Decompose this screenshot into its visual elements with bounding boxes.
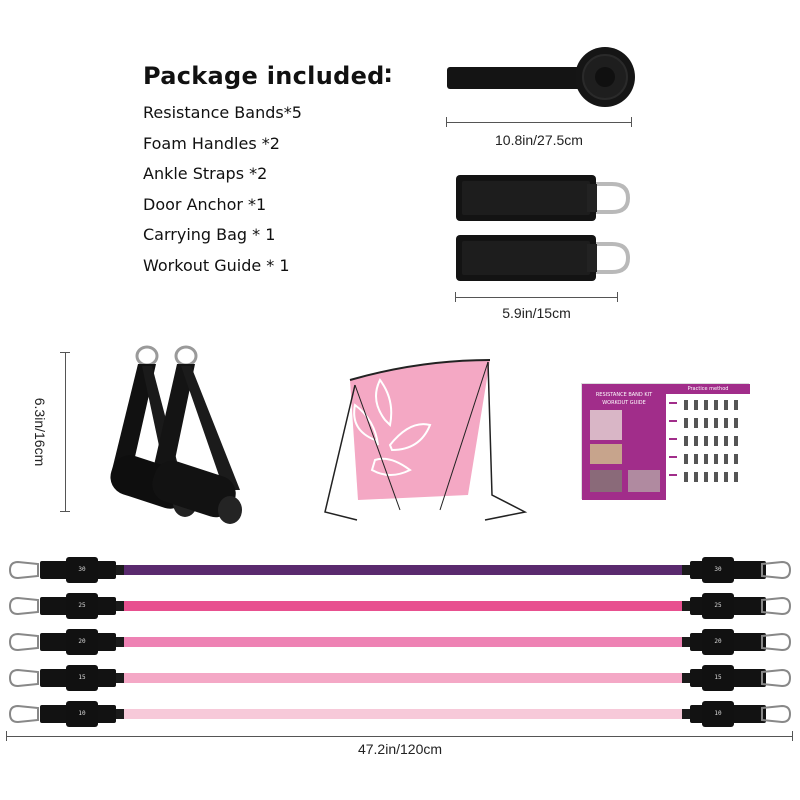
band-tube (120, 709, 686, 719)
carabiner-icon (2, 622, 42, 662)
list-item: Foam Handles *2 (143, 133, 280, 153)
band-tube (120, 673, 686, 683)
resistance-band (0, 622, 800, 662)
guide-photo (590, 410, 622, 440)
list-item: Workout Guide * 1 (143, 255, 290, 275)
band-level-tag: 20 (66, 629, 98, 655)
band-level-tag: 15 (702, 665, 734, 691)
resistance-band (0, 694, 800, 734)
resistance-band (0, 550, 800, 590)
guide-subtitle: WORKOUT GUIDE (602, 400, 646, 406)
bands-dimension: 47.2in/120cm (357, 741, 443, 757)
carabiner-icon (758, 550, 798, 590)
dimension-tick (792, 731, 793, 741)
list-item: Carrying Bag * 1 (143, 225, 276, 244)
list-item: Resistance Bands*5 (143, 103, 302, 122)
band-level-tag: 10 (702, 701, 734, 727)
carabiner-icon (2, 658, 42, 698)
guide-left-panel (582, 384, 666, 500)
guide-title: RESISTANCE BAND KIT (595, 392, 653, 398)
list-item: Ankle Straps *2 (143, 164, 268, 183)
tube-cap (682, 709, 690, 719)
guide-photo (590, 444, 622, 464)
tube-cap (682, 673, 690, 683)
tube-cap (682, 637, 690, 647)
band-tube (120, 601, 686, 611)
carabiner-icon (2, 550, 42, 590)
handles-dimension: 6.3in/16cm (32, 397, 48, 467)
band-level-tag: 30 (702, 557, 734, 583)
guide-exercise-grid (666, 396, 750, 500)
tube-cap (116, 637, 124, 647)
carabiner-icon (758, 622, 798, 662)
carabiner-icon (758, 694, 798, 734)
band-level-tag: 20 (702, 629, 734, 655)
tube-cap (682, 565, 690, 575)
band-tube (120, 637, 686, 647)
carabiner-icon (758, 658, 798, 698)
band-level-tag: 25 (702, 593, 734, 619)
resistance-band (0, 586, 800, 626)
guide-right-panel (666, 384, 750, 500)
band-level-tag: 30 (66, 557, 98, 583)
bands-dimension-line (6, 736, 793, 737)
guide-right-title: Practice method (666, 384, 750, 394)
band-tube (120, 565, 686, 575)
carabiner-icon (2, 694, 42, 734)
tube-cap (116, 565, 124, 575)
tube-cap (116, 601, 124, 611)
carabiner-icon (758, 586, 798, 626)
workout-guide-image (581, 383, 749, 499)
package-title: Package included∶ (143, 62, 392, 90)
guide-photo (590, 470, 622, 492)
carabiner-icon (2, 586, 42, 626)
band-level-tag: 10 (66, 701, 98, 727)
band-level-tag: 25 (66, 593, 98, 619)
list-item: Door Anchor *1 (143, 194, 267, 214)
dimension-tick (6, 731, 7, 741)
tube-cap (116, 673, 124, 683)
door-anchor-dimension: 10.8in/27.5cm (495, 132, 583, 148)
guide-photo (628, 470, 660, 492)
band-level-tag: 15 (66, 665, 98, 691)
tube-cap (682, 601, 690, 611)
ankle-straps-dimension: 5.9in/15cm (502, 305, 571, 321)
resistance-bands (0, 545, 800, 735)
tube-cap (116, 709, 124, 719)
resistance-band (0, 658, 800, 698)
